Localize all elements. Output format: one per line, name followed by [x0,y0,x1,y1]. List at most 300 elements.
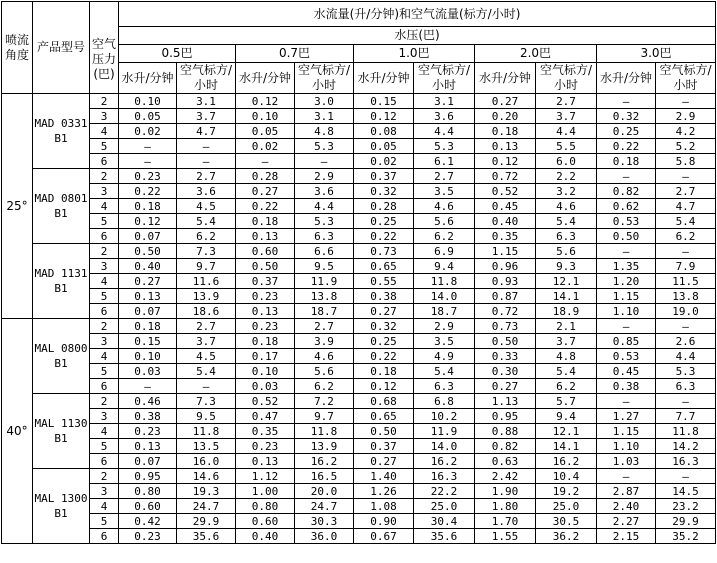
water-flow-cell: 0.82 [475,439,536,454]
table-row [2,409,716,424]
air-flow-cell: 2.7 [414,169,475,184]
air-pressure-cell: 3 [90,484,119,499]
air-flow-cell: 5.3 [295,214,354,229]
water-flow-cell: 0.18 [236,334,295,349]
header-air-unit-1: 空气标方/小时 [295,63,354,94]
air-pressure-cell: 4 [90,424,119,439]
water-flow-cell: 0.42 [119,514,177,529]
air-flow-cell: 6.1 [414,154,475,169]
air-flow-cell: 5.5 [536,139,597,154]
air-flow-cell: 5.6 [414,214,475,229]
air-flow-cell: 18.9 [536,304,597,319]
air-pressure-cell: 3 [90,109,119,124]
air-flow-cell: 6.2 [295,379,354,394]
air-pressure-cell: 4 [90,349,119,364]
air-flow-cell: 25.0 [414,499,475,514]
water-flow-cell: 1.40 [354,469,414,484]
water-flow-cell: 0.25 [597,124,656,139]
air-flow-cell: 3.7 [536,334,597,349]
air-flow-cell: – [656,469,716,484]
water-flow-cell: 0.05 [119,109,177,124]
water-flow-cell: 0.22 [354,349,414,364]
water-flow-cell: 0.13 [119,439,177,454]
water-flow-cell: 0.02 [236,139,295,154]
air-flow-cell: 4.4 [656,349,716,364]
table-row [2,439,716,454]
water-flow-cell: 1.13 [475,394,536,409]
water-flow-cell: 0.22 [119,184,177,199]
water-flow-cell: 1.15 [597,289,656,304]
air-flow-cell: 4.4 [414,124,475,139]
air-flow-cell: – [177,154,236,169]
water-flow-cell: 0.12 [236,94,295,109]
air-flow-cell: 19.2 [536,484,597,499]
water-flow-cell: 0.07 [119,304,177,319]
water-flow-cell: – [119,139,177,154]
water-flow-cell: 0.55 [354,274,414,289]
table-row [2,244,716,259]
table-row [2,154,716,169]
water-flow-cell: 0.72 [475,169,536,184]
water-flow-cell: 0.25 [354,334,414,349]
air-flow-cell: 3.0 [295,94,354,109]
air-flow-cell: 14.0 [414,439,475,454]
table-row [2,274,716,289]
table-row [2,199,716,214]
water-flow-cell: – [119,154,177,169]
air-flow-cell: 11.9 [295,274,354,289]
header-air-unit-0: 空气标方/小时 [177,63,236,94]
header-air-unit-2: 空气标方/小时 [414,63,475,94]
product-model: MAD 1131 B1 [33,244,90,319]
air-flow-cell: 5.3 [656,364,716,379]
water-flow-cell: 0.93 [475,274,536,289]
air-flow-cell: 6.2 [414,229,475,244]
water-flow-cell: 0.13 [475,139,536,154]
water-flow-cell: 0.47 [236,409,295,424]
air-flow-cell: 3.1 [295,109,354,124]
water-flow-cell: 1.80 [475,499,536,514]
water-flow-cell: 0.62 [597,199,656,214]
water-flow-cell: 0.53 [597,349,656,364]
air-flow-cell: 30.5 [536,514,597,529]
water-flow-cell: 0.27 [475,379,536,394]
water-flow-cell: 0.87 [475,289,536,304]
water-flow-cell: 0.07 [119,454,177,469]
water-flow-cell: 0.90 [354,514,414,529]
water-flow-cell: 0.52 [475,184,536,199]
air-flow-cell: 11.9 [414,424,475,439]
air-flow-cell: 30.3 [295,514,354,529]
air-flow-cell: 16.2 [536,454,597,469]
header-pressure-1: 0.7巴 [236,45,354,63]
air-flow-cell: 5.2 [656,139,716,154]
air-flow-cell: 11.8 [414,274,475,289]
air-flow-cell: 13.8 [295,289,354,304]
water-flow-cell: 0.18 [236,214,295,229]
water-flow-cell: 0.23 [119,169,177,184]
air-flow-cell: 6.2 [656,229,716,244]
water-flow-cell: 0.50 [236,259,295,274]
water-flow-cell: 0.30 [475,364,536,379]
water-flow-cell: 0.10 [119,349,177,364]
air-flow-cell: 35.6 [414,529,475,544]
air-flow-cell: – [177,379,236,394]
header-air-pressure: 空气压力(巴) [90,27,119,94]
air-pressure-cell: 5 [90,289,119,304]
air-flow-cell: 2.7 [536,94,597,109]
water-flow-cell: 0.10 [236,364,295,379]
air-flow-cell: – [656,319,716,334]
water-flow-cell: 0.38 [354,289,414,304]
air-flow-cell: 2.6 [656,334,716,349]
water-flow-cell: 0.18 [597,154,656,169]
table-row [2,259,716,274]
air-flow-cell: 12.1 [536,424,597,439]
water-flow-cell: 1.08 [354,499,414,514]
water-flow-cell: 0.27 [354,304,414,319]
air-pressure-cell: 6 [90,454,119,469]
air-flow-cell: 9.7 [177,259,236,274]
air-pressure-cell: 3 [90,334,119,349]
air-flow-cell: 4.6 [414,199,475,214]
table-row [2,379,716,394]
water-flow-cell: 0.73 [354,244,414,259]
air-flow-cell: 9.5 [177,409,236,424]
water-flow-cell: 0.12 [119,214,177,229]
air-flow-cell: 14.1 [536,439,597,454]
air-flow-cell: 11.5 [656,274,716,289]
air-flow-cell: 16.2 [414,454,475,469]
water-flow-cell: – [597,244,656,259]
air-flow-cell: 7.3 [177,244,236,259]
air-pressure-cell: 6 [90,529,119,544]
air-flow-cell: 10.2 [414,409,475,424]
water-flow-cell: 0.08 [354,124,414,139]
air-flow-cell: 19.3 [177,484,236,499]
water-flow-cell: 0.37 [236,274,295,289]
water-flow-cell: 0.15 [354,94,414,109]
air-flow-cell: 4.7 [177,124,236,139]
air-flow-cell: 7.7 [656,409,716,424]
air-flow-cell: 13.5 [177,439,236,454]
water-flow-cell: 1.55 [475,529,536,544]
water-flow-cell: 0.35 [236,424,295,439]
air-flow-cell: 16.2 [295,454,354,469]
air-flow-cell: 6.2 [177,229,236,244]
air-flow-cell: 2.7 [295,319,354,334]
header-air-unit-3: 空气标方/小时 [536,63,597,94]
air-flow-cell: 35.6 [177,529,236,544]
table-row [2,454,716,469]
water-flow-cell: – [597,94,656,109]
water-flow-cell: 0.27 [354,454,414,469]
product-model: MAD 0331 B1 [33,94,90,169]
water-flow-cell: 0.38 [597,379,656,394]
water-flow-cell: 0.23 [236,319,295,334]
water-flow-cell: 0.25 [354,214,414,229]
water-flow-cell: 1.15 [475,244,536,259]
water-flow-cell: 0.35 [475,229,536,244]
header-water-unit-4: 水升/分钟 [597,63,656,94]
air-flow-cell: 6.8 [414,394,475,409]
air-flow-cell: 5.3 [295,139,354,154]
air-flow-cell: 5.7 [536,394,597,409]
air-flow-cell: 2.9 [414,319,475,334]
air-flow-cell: 4.8 [295,124,354,139]
water-flow-cell: 0.40 [236,529,295,544]
water-flow-cell: 0.60 [119,499,177,514]
air-flow-cell: 10.4 [536,469,597,484]
water-flow-cell: 1.90 [475,484,536,499]
air-pressure-cell: 6 [90,304,119,319]
air-flow-cell: 4.5 [177,349,236,364]
air-flow-cell: 5.6 [295,364,354,379]
air-flow-cell: – [295,154,354,169]
air-flow-cell: 4.2 [656,124,716,139]
air-flow-cell: 3.1 [414,94,475,109]
product-model: MAL 0800 B1 [33,319,90,394]
air-flow-cell: 7.9 [656,259,716,274]
water-flow-cell: 0.18 [475,124,536,139]
air-pressure-cell: 6 [90,229,119,244]
water-flow-cell: 2.27 [597,514,656,529]
water-flow-cell: 0.38 [119,409,177,424]
air-flow-cell: 6.0 [536,154,597,169]
air-flow-cell: 9.4 [414,259,475,274]
air-flow-cell: 29.9 [177,514,236,529]
water-flow-cell: 0.33 [475,349,536,364]
header-pressure-4: 3.0巴 [597,45,716,63]
header-pressure-3: 2.0巴 [475,45,597,63]
table-row [2,124,716,139]
water-flow-cell: 0.67 [354,529,414,544]
water-flow-cell: 0.72 [475,304,536,319]
water-flow-cell: 0.12 [354,379,414,394]
air-flow-cell: 3.1 [177,94,236,109]
header-water-pressure: 水压(巴) [119,27,716,45]
air-flow-cell: 11.6 [177,274,236,289]
table-row [2,514,716,529]
water-flow-cell: 0.10 [119,94,177,109]
table-row [2,394,716,409]
water-flow-cell: 0.40 [119,259,177,274]
air-flow-cell: 6.3 [414,379,475,394]
water-flow-cell: 0.02 [354,154,414,169]
air-flow-cell: 7.2 [295,394,354,409]
air-flow-cell: 13.8 [656,289,716,304]
water-flow-cell: 1.10 [597,304,656,319]
air-pressure-cell: 4 [90,199,119,214]
water-flow-cell: 0.23 [119,529,177,544]
air-flow-cell: 3.5 [414,334,475,349]
air-flow-cell: 3.6 [414,109,475,124]
air-flow-cell: 16.3 [656,454,716,469]
water-flow-cell: 0.22 [354,229,414,244]
air-flow-cell: – [177,139,236,154]
air-flow-cell: 5.4 [414,364,475,379]
air-flow-cell: 5.4 [536,214,597,229]
air-flow-cell: 12.1 [536,274,597,289]
table-row [2,94,716,109]
water-flow-cell: 0.45 [597,364,656,379]
water-flow-cell: 0.28 [236,169,295,184]
water-flow-cell: 0.18 [354,364,414,379]
air-flow-cell: – [656,169,716,184]
table-row [2,169,716,184]
table-row [2,214,716,229]
air-flow-cell: 11.8 [295,424,354,439]
air-flow-cell: 9.3 [536,259,597,274]
water-flow-cell: 0.07 [119,229,177,244]
air-flow-cell: 22.2 [414,484,475,499]
water-flow-cell: 0.85 [597,334,656,349]
air-flow-cell: 25.0 [536,499,597,514]
water-flow-cell: – [119,379,177,394]
spray-angle: 40° [2,319,33,544]
air-flow-cell: 18.6 [177,304,236,319]
air-pressure-cell: 5 [90,214,119,229]
air-flow-cell: 23.2 [656,499,716,514]
product-model: MAL 1300 B1 [33,469,90,544]
air-flow-cell: 9.4 [536,409,597,424]
product-model: MAL 1130 B1 [33,394,90,469]
water-flow-cell: 0.60 [236,514,295,529]
header-angle: 喷流角度 [2,2,33,94]
water-flow-cell: – [597,469,656,484]
header-water-unit-3: 水升/分钟 [475,63,536,94]
water-flow-cell: 0.28 [354,199,414,214]
water-flow-cell: 1.00 [236,484,295,499]
water-flow-cell: 0.05 [236,124,295,139]
header-air-pressure-spacer [90,2,119,27]
air-flow-cell: 4.6 [295,349,354,364]
table-row [2,469,716,484]
water-flow-cell: 0.50 [119,244,177,259]
water-flow-cell: 0.23 [236,439,295,454]
air-flow-cell: 4.4 [536,124,597,139]
air-pressure-cell: 6 [90,379,119,394]
water-flow-cell: 0.88 [475,424,536,439]
air-flow-cell: 20.0 [295,484,354,499]
air-flow-cell: 2.9 [656,109,716,124]
water-flow-cell: – [597,319,656,334]
water-flow-cell: 0.50 [597,229,656,244]
table-row [2,424,716,439]
water-flow-cell: 0.12 [354,109,414,124]
air-flow-cell: 3.7 [177,109,236,124]
water-flow-cell: 0.03 [119,364,177,379]
water-flow-cell: 1.12 [236,469,295,484]
air-pressure-cell: 6 [90,154,119,169]
water-flow-cell: 0.80 [236,499,295,514]
water-flow-cell: 0.37 [354,439,414,454]
air-pressure-cell: 3 [90,184,119,199]
air-flow-cell: 35.2 [656,529,716,544]
water-flow-cell: 0.22 [597,139,656,154]
water-flow-cell: 0.50 [354,424,414,439]
table-row [2,499,716,514]
water-flow-cell: 0.96 [475,259,536,274]
water-flow-cell: 0.13 [236,454,295,469]
air-flow-cell: 3.9 [295,334,354,349]
water-flow-cell: 0.32 [354,184,414,199]
water-flow-cell: 2.42 [475,469,536,484]
water-flow-cell: 0.10 [236,109,295,124]
header-water-unit-1: 水升/分钟 [236,63,295,94]
water-flow-cell: 1.15 [597,424,656,439]
water-flow-cell: 0.15 [119,334,177,349]
header-air-unit-4: 空气标方/小时 [656,63,716,94]
air-flow-cell: 3.2 [536,184,597,199]
air-flow-cell: – [656,94,716,109]
air-flow-cell: 2.7 [656,184,716,199]
air-pressure-cell: 5 [90,514,119,529]
water-flow-cell: 2.87 [597,484,656,499]
table-row [2,229,716,244]
table-row [2,484,716,499]
air-flow-cell: 9.5 [295,259,354,274]
product-model: MAD 0801 B1 [33,169,90,244]
air-flow-cell: 9.7 [295,409,354,424]
air-flow-cell: 5.3 [414,139,475,154]
air-flow-cell: 3.5 [414,184,475,199]
table-row [2,184,716,199]
water-flow-cell: 0.65 [354,409,414,424]
air-pressure-cell: 2 [90,169,119,184]
air-flow-cell: 4.9 [414,349,475,364]
water-flow-cell: 2.40 [597,499,656,514]
water-flow-cell: 0.22 [236,199,295,214]
air-flow-cell: 36.2 [536,529,597,544]
water-flow-cell: 0.32 [597,109,656,124]
water-flow-cell: 0.45 [475,199,536,214]
air-flow-cell: 4.4 [295,199,354,214]
air-flow-cell: 6.3 [295,229,354,244]
water-flow-cell: 0.63 [475,454,536,469]
water-flow-cell: 1.70 [475,514,536,529]
air-flow-cell: 18.7 [295,304,354,319]
water-flow-cell: 0.40 [475,214,536,229]
air-flow-cell: 5.4 [536,364,597,379]
air-flow-cell: 6.3 [656,379,716,394]
table-row [2,319,716,334]
air-pressure-cell: 4 [90,499,119,514]
water-flow-cell: – [597,394,656,409]
header-water-unit-0: 水升/分钟 [119,63,177,94]
table-row [2,139,716,154]
air-flow-cell: 5.4 [656,214,716,229]
air-flow-cell: 13.9 [177,289,236,304]
air-flow-cell: 29.9 [656,514,716,529]
water-flow-cell: 0.23 [236,289,295,304]
air-flow-cell: 4.5 [177,199,236,214]
air-flow-cell: 2.9 [295,169,354,184]
air-flow-cell: 14.6 [177,469,236,484]
water-flow-cell: 1.03 [597,454,656,469]
water-flow-cell: 0.46 [119,394,177,409]
air-flow-cell: 4.7 [656,199,716,214]
water-flow-cell: 0.18 [119,199,177,214]
air-flow-cell: 30.4 [414,514,475,529]
air-flow-cell: 4.6 [536,199,597,214]
water-flow-cell: 0.73 [475,319,536,334]
air-flow-cell: 6.9 [414,244,475,259]
table-row [2,364,716,379]
air-pressure-cell: 3 [90,259,119,274]
air-pressure-cell: 2 [90,319,119,334]
air-flow-cell: 5.4 [177,364,236,379]
